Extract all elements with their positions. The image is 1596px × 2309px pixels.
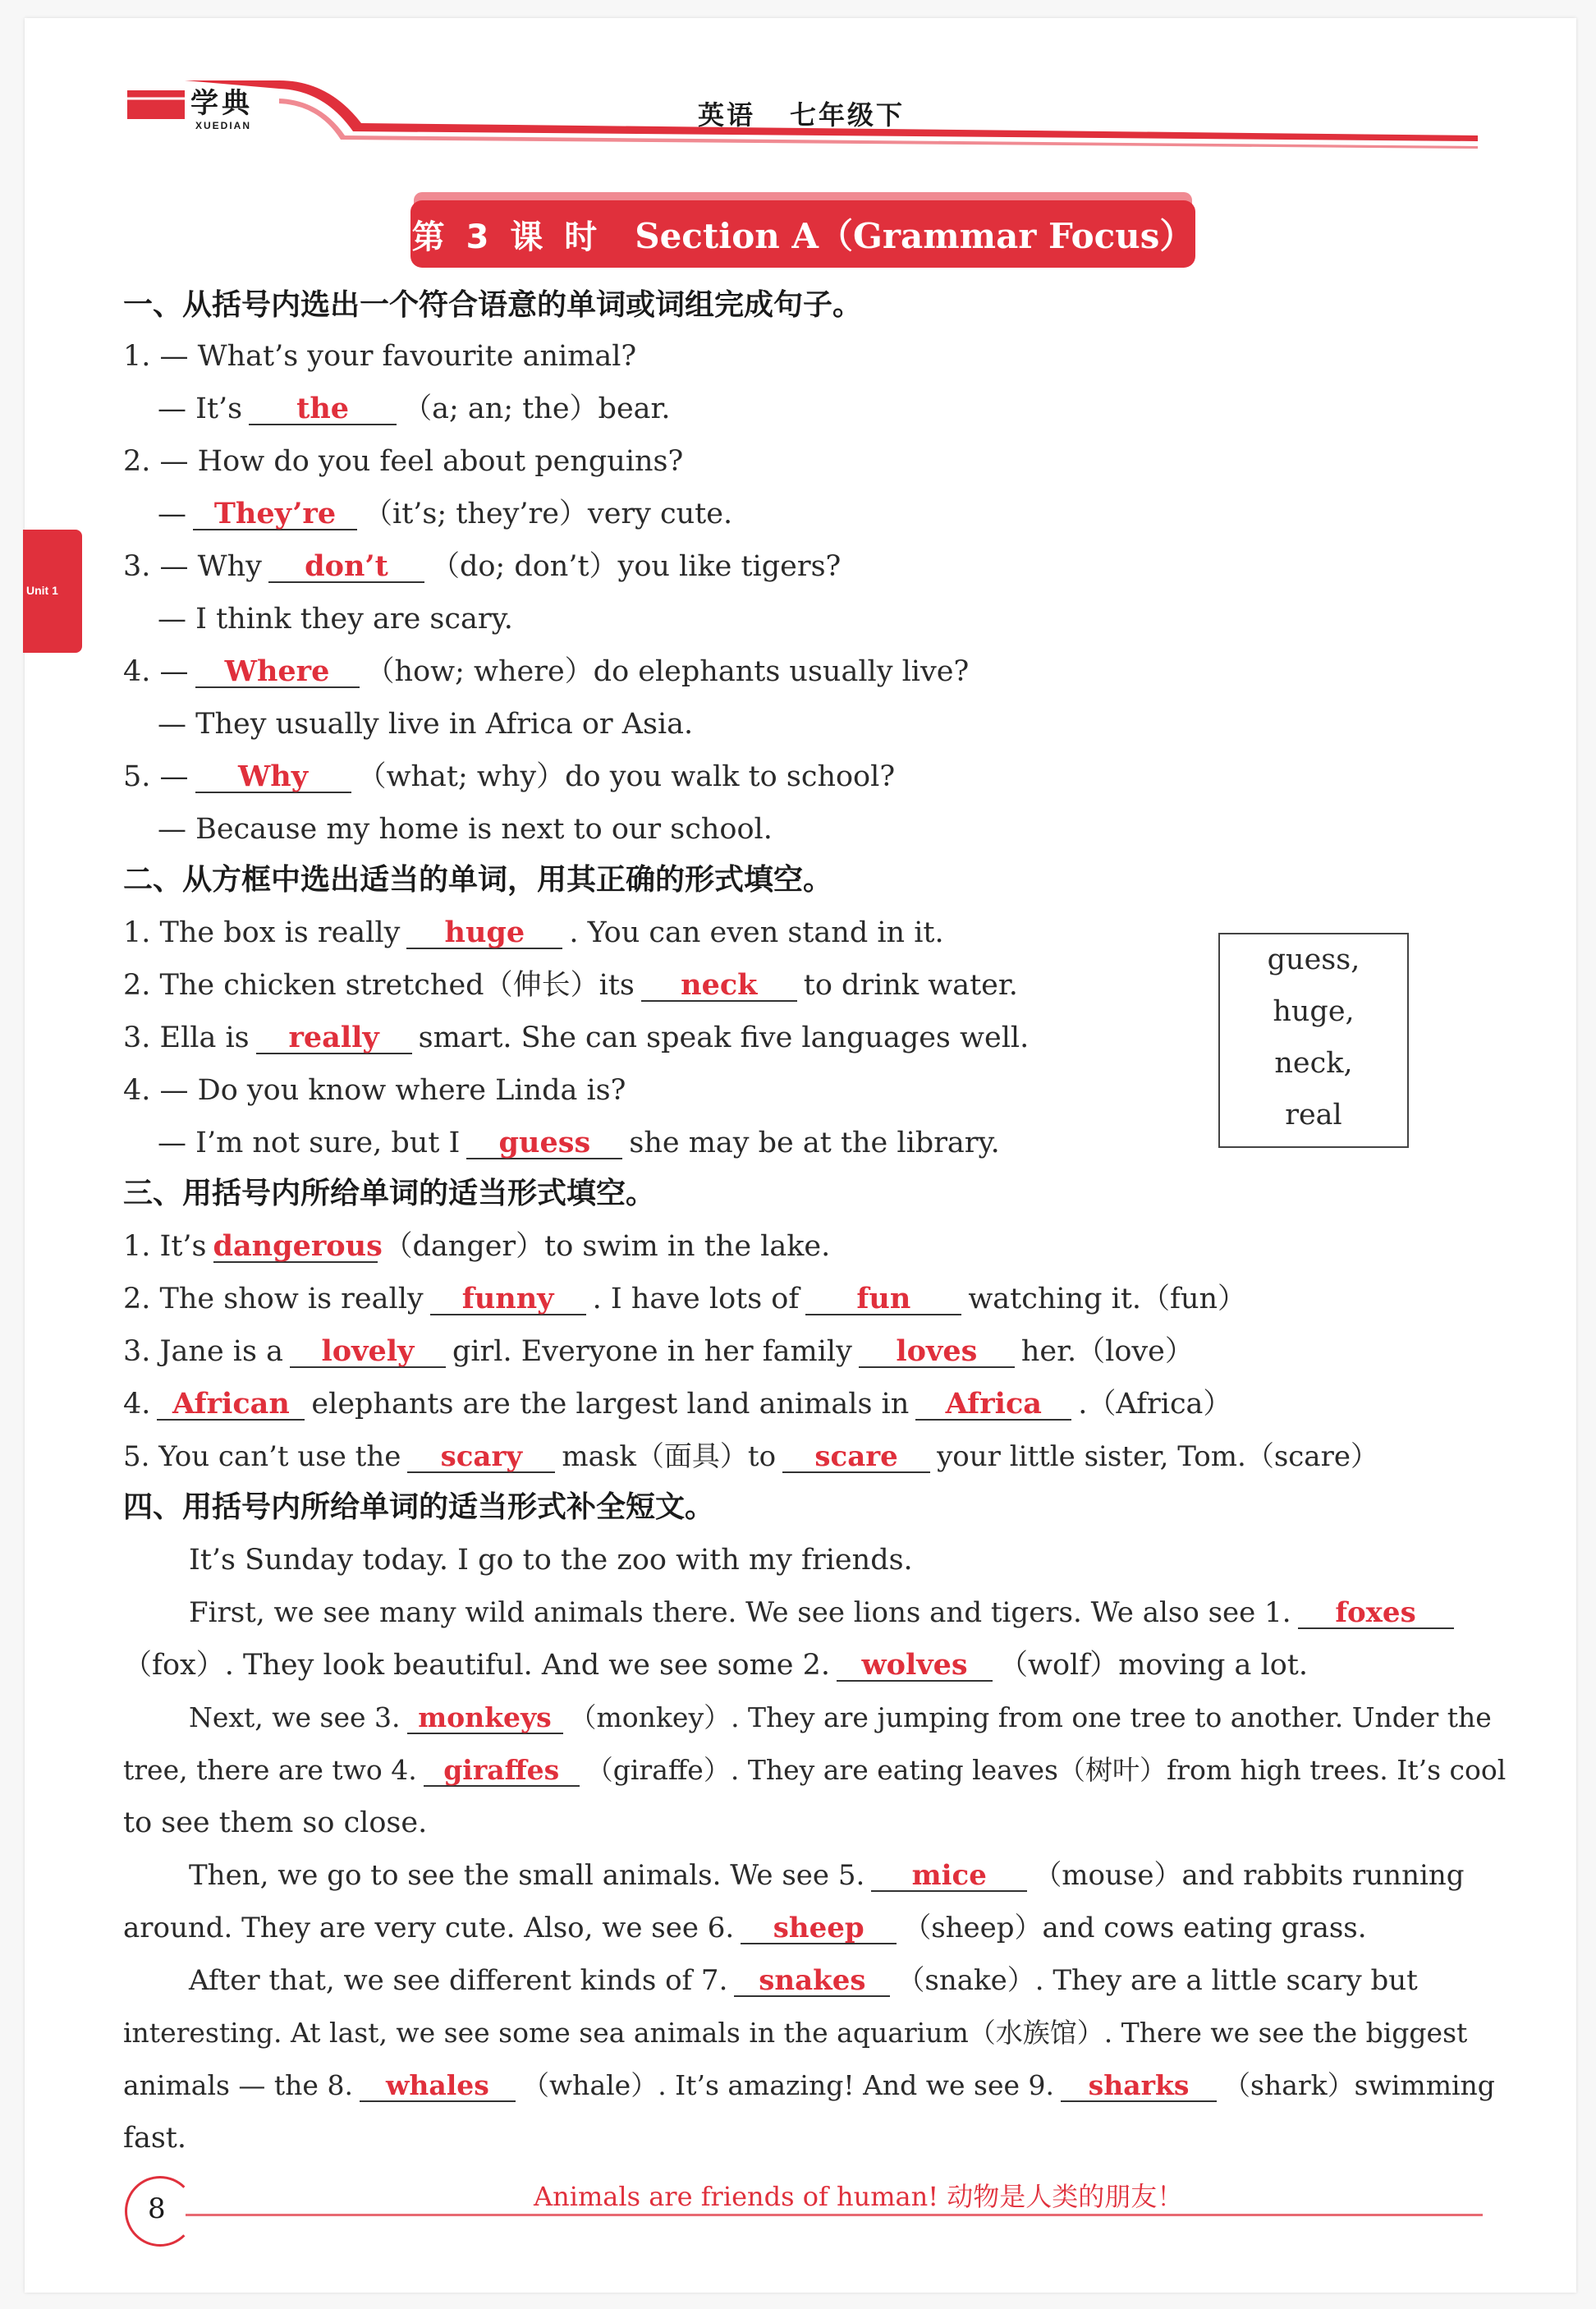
footer-motto: Animals are friends of human! 动物是人类的朋友！: [534, 2181, 1184, 2212]
s1-q5b: — Because my home is next to our school.: [158, 813, 773, 846]
s2-q1: 1. The box is really huge . You can even stand in it.: [123, 916, 944, 949]
s3-q2: 2. The show is really funny . I have lots of fun watching it.（fun）: [123, 1282, 1247, 1315]
s2-q2: 2. The chicken stretched（伸长）its neck to drink water.: [123, 968, 1018, 1002]
answer-blank: fun: [805, 1284, 961, 1315]
answer-blank: snakes: [734, 1966, 890, 1997]
answer-blank: giraffes: [424, 1756, 580, 1787]
answer-blank: Where: [195, 657, 360, 688]
s4-l11: animals — the 8. whales （whale）. It’s amazing! And we see 9. sharks （shark）swimming: [123, 2069, 1495, 2101]
s1-q3a: 3. — Why don’t （do; don’t）you like tigers?: [123, 549, 842, 583]
answer-blank: They’re: [193, 499, 357, 530]
header-grade: 七年级下: [790, 99, 906, 131]
unit-side-tab: [23, 530, 82, 653]
s4-l9: After that, we see different kinds of 7. snakes （snake）. They are a little scary but: [189, 1964, 1418, 1997]
logo-subtitle: XUEDIAN: [195, 120, 252, 131]
word-box-item: huge,: [1273, 995, 1355, 1028]
page-number: 8: [148, 2192, 166, 2225]
answer-blank: huge: [406, 918, 562, 949]
logo: 学典: [190, 87, 253, 120]
word-box: [1218, 933, 1409, 1148]
s3-q3: 3. Jane is a lovely girl. Everyone in her family loves her.（love）: [123, 1334, 1194, 1368]
s4-l2: First, we see many wild animals there. We see lions and tigers. We also see 1. foxes: [189, 1595, 1461, 1631]
answer-blank: neck: [641, 971, 797, 1002]
answer-blank: Why: [195, 762, 351, 793]
answer-blank: whales: [360, 2071, 516, 2102]
word-box-item: neck,: [1274, 1047, 1353, 1080]
answer-blank: dangerous: [213, 1229, 383, 1263]
s4-l3: （fox）. They look beautiful. And we see some 2. wolves （wolf）moving a lot.: [123, 1648, 1308, 1682]
section4-heading: 四、用括号内所给单词的适当形式补全短文。: [123, 1490, 715, 1524]
answer-blank: loves: [859, 1337, 1015, 1368]
section2-heading: 二、从方框中选出适当的单词，用其正确的形式填空。: [123, 863, 833, 897]
s3-q1: 1. It’s dangerous（danger）to swim in the lake.: [123, 1229, 831, 1263]
answer-blank: don’t: [268, 552, 424, 583]
answer-blank: sharks: [1061, 2071, 1217, 2102]
s3-q5: 5. You can’t use the scary mask（面具）to scare your little sister, Tom.（scare）: [123, 1440, 1378, 1473]
s1-q1b: — It’s the （a; an; the）bear.: [158, 392, 671, 425]
answer-blank: scary: [407, 1442, 555, 1473]
answer-blank: the: [249, 394, 397, 425]
unit-label: Unit 1: [26, 584, 58, 597]
answer-blank: funny: [430, 1284, 586, 1315]
footer-rule: [186, 2214, 1483, 2216]
answer-blank: guess: [466, 1128, 622, 1159]
lesson-title: [410, 200, 1195, 268]
answer-blank: really: [256, 1023, 412, 1054]
answer-blank: scare: [782, 1442, 930, 1473]
s1-q2b: — They’re （it’s; they’re）very cute.: [158, 497, 733, 530]
page-header: [0, 0, 1596, 156]
s4-l7: Then, we go to see the small animals. We see 5. mice （mouse）and rabbits running: [189, 1859, 1465, 1892]
s1-q3b: — I think they are scary.: [158, 603, 513, 636]
answer-blank: foxes: [1298, 1598, 1454, 1629]
lesson-title-en: Section A（Grammar Focus）: [635, 216, 1195, 256]
s1-q5a: 5. — Why （what; why）do you walk to school?: [123, 760, 896, 793]
answer-blank: mice: [871, 1861, 1027, 1892]
answer-blank: monkeys: [407, 1703, 563, 1734]
word-box-item: real: [1285, 1099, 1342, 1132]
s1-q2a: 2. — How do you feel about penguins?: [123, 445, 684, 478]
answer-blank: wolves: [837, 1650, 993, 1682]
lesson-title-cn: 第 3 课 时: [411, 218, 603, 256]
section3-heading: 三、用括号内所给单词的适当形式填空。: [123, 1177, 656, 1210]
s4-p1: It’s Sunday today. I go to the zoo with my friends.: [189, 1544, 913, 1577]
s4-l8: around. They are very cute. Also, we see 6. sheep （sheep）and cows eating grass.: [123, 1912, 1367, 1944]
section1-heading: 一、从括号内选出一个符合语意的单词或词组完成句子。: [123, 288, 863, 322]
s4-l4: Next, we see 3. monkeys （monkey）. They are jumping from one tree to another. Under the: [189, 1701, 1492, 1733]
s2-q3: 3. Ella is really smart. She can speak five languages well.: [123, 1021, 1030, 1054]
answer-blank: Africa: [915, 1389, 1071, 1421]
s1-q1a: 1. — What’s your favourite animal?: [123, 340, 637, 373]
s2-q4b: — I’m not sure, but I guess she may be at the library.: [158, 1126, 1000, 1159]
s4-l10: interesting. At last, we see some sea animals in the aquarium（水族馆）. There we see the biggest: [123, 2017, 1468, 2049]
word-box-item: guess,: [1267, 943, 1360, 976]
s2-q4a: 4. — Do you know where Linda is?: [123, 1074, 626, 1107]
answer-blank: African: [157, 1389, 305, 1421]
answer-blank: lovely: [290, 1337, 446, 1368]
s4-l12: fast.: [123, 2122, 186, 2155]
s4-l6: to see them so close.: [123, 1806, 428, 1839]
s1-q4a: 4. — Where （how; where）do elephants usually live?: [123, 654, 970, 688]
header-subject: 英语: [698, 99, 756, 131]
s1-q4b: — They usually live in Africa or Asia.: [158, 708, 694, 741]
answer-blank: sheep: [741, 1913, 897, 1944]
header-swoosh: [0, 0, 1596, 156]
s4-l5: tree, there are two 4. giraffes （giraffe）. They are eating leaves（树叶）from high trees. It’s cool: [123, 1754, 1507, 1786]
s3-q4: 4. African elephants are the largest land animals in Africa .（Africa）: [123, 1387, 1232, 1421]
